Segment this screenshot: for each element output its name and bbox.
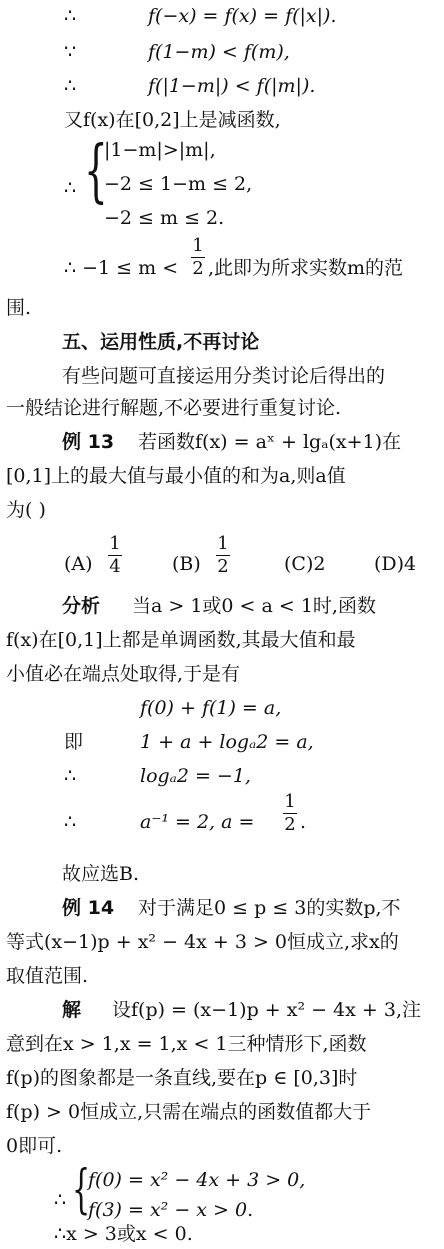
fraction-numerator: 1 [192, 235, 204, 256]
math-line: 1 + a + logₐ2 = a, [140, 731, 314, 753]
fraction-denominator: 2 [217, 556, 229, 577]
text-line: 设f(p) = (x−1)p + x² − 4x + 3,注 [112, 999, 421, 1021]
text-line: 若函数f(x) = aˣ + lgₐ(x+1)在 [138, 431, 402, 453]
therefore-symbol: ∴ [64, 5, 77, 27]
fraction [108, 534, 122, 577]
option-a: (A) [64, 553, 93, 575]
text-line: 又f(x)在[0,2]上是减函数, [64, 109, 281, 131]
analysis-label: 分析 [62, 595, 101, 617]
fraction [283, 792, 297, 835]
solution-label: 解 [62, 999, 82, 1021]
fraction-denominator: 2 [284, 814, 296, 835]
math-line: f(−x) = f(x) = f(|x|). [148, 5, 337, 27]
system-row: |1−m|>|m|, [104, 139, 216, 161]
text-line: 围. [6, 297, 32, 319]
text-line: 等式(x−1)p + x² − 4x + 3 > 0恒成立,求x的 [6, 931, 399, 953]
fraction-numerator: 1 [217, 533, 229, 554]
math-line: logₐ2 = −1, [140, 765, 251, 787]
system-row: f(3) = x² − x > 0. [88, 1199, 254, 1221]
math-line: f(1−m) < f(m), [148, 41, 290, 63]
fraction-numerator: 1 [109, 533, 121, 554]
therefore-symbol: ∴ [54, 1189, 67, 1211]
text-line: 即 [64, 731, 84, 753]
because-symbol: ∵ [64, 41, 77, 63]
therefore-symbol: ∴ [64, 811, 77, 833]
fraction-denominator: 2 [192, 258, 204, 279]
system-row: −2 ≤ m ≤ 2. [104, 207, 225, 229]
text-line: ∴ −1 ≤ m < [64, 257, 179, 279]
system-row: −2 ≤ 1−m ≤ 2, [104, 173, 253, 195]
text-line: f(x)在[0,1]上都是单调函数,其最大值和最 [6, 629, 356, 651]
option-d: (D)4 [374, 553, 417, 575]
math-line: f(|1−m|) < f(|m|). [148, 75, 316, 97]
text-line: 当a > 1或0 < a < 1时,函数 [132, 595, 376, 617]
text-line: f(p) > 0恒成立,只需在端点的函数值都大于 [6, 1101, 372, 1123]
text-line: 一般结论进行解题,不必要进行重复讨论. [6, 397, 342, 419]
therefore-symbol: ∴ [64, 75, 77, 97]
text-line: f(p)的图象都是一条直线,要在p ∈ [0,3]时 [6, 1067, 358, 1089]
text-line: 0即可. [6, 1135, 63, 1157]
example-label: 例 14 [62, 897, 115, 919]
fraction-numerator: 1 [284, 791, 296, 812]
example-label: 例 13 [62, 431, 115, 453]
left-brace: { [72, 1160, 91, 1220]
option-b: (B) [172, 553, 201, 575]
text-line: 故应选B. [62, 863, 140, 885]
text-line: 对于满足0 ≤ p ≤ 3的实数p,不 [138, 897, 401, 919]
left-brace: { [84, 132, 108, 211]
text-line: ,此即为所求实数m的范 [208, 257, 404, 279]
math-line: a⁻¹ = 2, a = [140, 811, 255, 833]
section-title: 五、运用性质,不再讨论 [62, 331, 260, 353]
therefore-symbol: ∴ [64, 177, 77, 199]
fraction-denominator: 4 [109, 556, 121, 577]
math-line: f(0) + f(1) = a, [140, 697, 282, 719]
text-line: 意到在x > 1,x = 1,x < 1三种情形下,函数 [6, 1033, 367, 1055]
option-c: (C)2 [284, 553, 326, 575]
system-row: f(0) = x² − 4x + 3 > 0, [88, 1169, 306, 1191]
conclusion-line: ∴x > 3或x < 0. [54, 1223, 193, 1245]
fraction [216, 534, 230, 577]
text-line: 取值范围. [6, 965, 89, 987]
text-line: . [300, 811, 307, 833]
text-line: 为( ) [6, 499, 46, 521]
text-line: [0,1]上的最大值与最小值的和为a,则a值 [6, 465, 346, 487]
therefore-symbol: ∴ [64, 765, 77, 787]
text-line: 有些问题可直接运用分类讨论后得出的 [62, 365, 386, 387]
text-line: 小值必在端点处取得,于是有 [6, 663, 241, 685]
fraction [191, 236, 205, 279]
